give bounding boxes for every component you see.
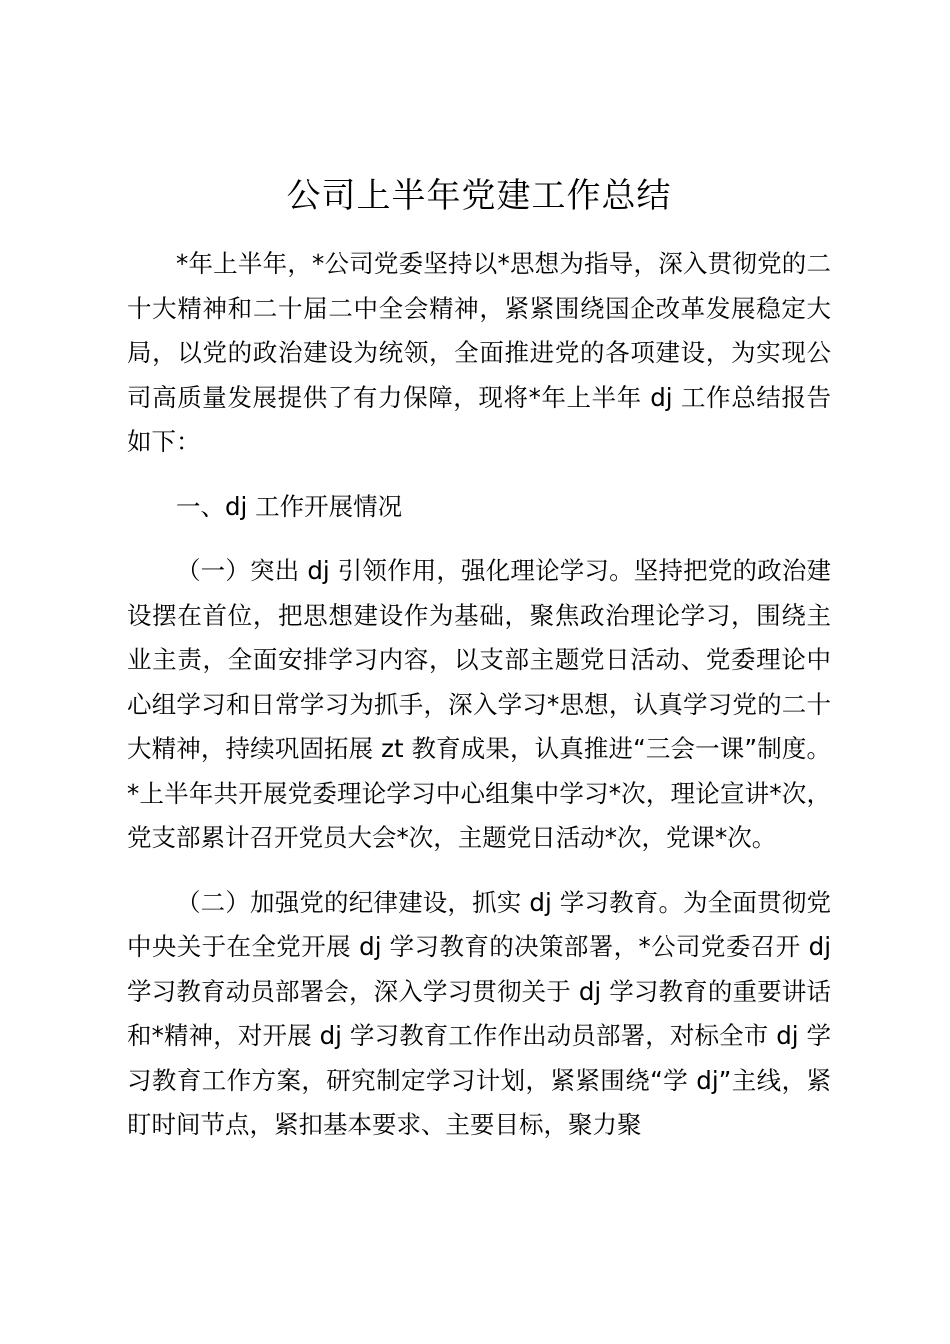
paragraph-theory-study: （一）突出 dj 引领作用，强化理论学习。坚持把党的政治建设摆在首位，把思想建设作为基础，聚焦政治理论学习，围绕主业主责，全面安排学习内容，以支部主题党日活动、党委理论中心组学习和日常学习为抓手，深入学习*思想，认真学习党的二十大精神，持续巩固拓展 zt 教育成果，认真推进“三会一课”制度。*上半年共开展党委理论学习中心组集中学习*次，理论宣讲*次，党支部累计召开党员大会*次，主题党日活动*次，党课*次。 [127, 556, 831, 852]
paragraph-discipline-education: （二）加强党的纪律建设，抓实 dj 学习教育。为全面贯彻党中央关于在全党开展 dj 学习教育的决策部署，*公司党委召开 dj 学习教育动员部署会，深入学习贯彻关于 dj 学习教育的重要讲话和*精神，对开展 dj 学习教育工作作出动员部署，对标全市 dj 学习教育工作方案，研究制定学习计划，紧紧围绕“学 dj”主线，紧盯时间节点，紧扣基本要求、主要目标，聚力聚 [127, 887, 831, 1139]
document-page [127, 170, 831, 1168]
section-heading: 一、dj 工作开展情况 [176, 491, 403, 521]
intro-paragraph: *年上半年，*公司党委坚持以*思想为指导，深入贯彻党的二十大精神和二十届二中全会精神，紧紧围绕国企改革发展稳定大局，以党的政治建设为统领，全面推进党的各项建设，为实现公司高质量发展提供了有力保障，现将*年上半年 dj 工作总结报告如下： [127, 249, 831, 456]
document-title: 公司上半年党建工作总结 [286, 176, 672, 216]
